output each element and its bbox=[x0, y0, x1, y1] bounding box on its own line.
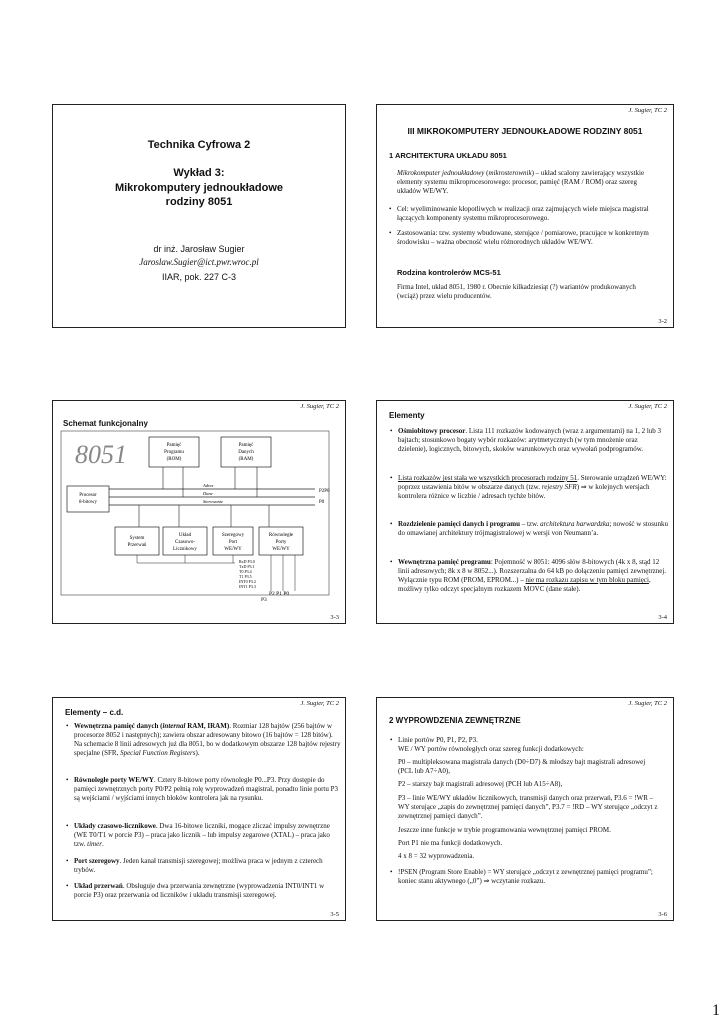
paragraph: Firma Intel, układ 8051, 1980 r. Obecnie kilkadziesiąt (?) wariantów produkowanych (wciąż) przez wielu producentów. bbox=[397, 283, 636, 300]
svg-text:INT0 P3.2: INT0 P3.2 bbox=[239, 579, 256, 584]
slide-3-4 bbox=[376, 400, 674, 624]
lecture-label: Wykład 3: bbox=[173, 167, 225, 179]
slide-header: J. Sugier, TC 2 bbox=[300, 403, 339, 410]
line-p0: P0 – multipleksowana magistrala danych (D0÷D7) & młodszy bajt magistrali adresowej (PCL lub A7÷A0), bbox=[398, 758, 646, 775]
slide-header: J. Sugier, TC 2 bbox=[628, 403, 667, 410]
svg-text:T0 P3.4: T0 P3.4 bbox=[239, 569, 252, 574]
svg-text:(ROM): (ROM) bbox=[166, 457, 182, 462]
svg-text:Pamięć: Pamięć bbox=[238, 443, 254, 448]
lecture-subtitle-line1: Mikrokomputery jednoukładowe bbox=[114, 182, 284, 194]
svg-text:T1 P3.5: T1 P3.5 bbox=[239, 574, 252, 579]
slide-number: 3-4 bbox=[658, 614, 667, 621]
slide-number: 3-2 bbox=[658, 318, 667, 325]
chip-label: 8051 bbox=[75, 440, 127, 469]
svg-text:Równoległe: Równoległe bbox=[268, 533, 294, 538]
svg-text:Porty: Porty bbox=[275, 540, 287, 545]
svg-text:Pamięć: Pamięć bbox=[166, 443, 182, 448]
slide-header: J. Sugier, TC 2 bbox=[300, 700, 339, 707]
slide-title: III MIKROKOMPUTERY JEDNOUKŁADOWE RODZINY 8051 bbox=[407, 126, 643, 136]
slide-number: 3-3 bbox=[330, 614, 339, 621]
bullet-harvard: • Rozdzielenie pamięci danych i programu – tzw. architektura harwardzka; nowość w stosunku do omawianej architektury trójmagistralowej w wersji von Neumann’a. bbox=[389, 520, 668, 538]
bullet-psen: • !PSEN (Program Store Enable) = WY sterujące „odczyt z zewnętrznej pamięci programu”; koniec stanu aktywnego („0”) ⇒ wczytanie rozkazu. bbox=[389, 868, 668, 886]
line-p1: Port P1 nie ma funkcji dodatkowych. bbox=[398, 839, 503, 847]
lecture-subtitle-line2: rodziny 8051 bbox=[165, 196, 233, 208]
bullet-processor: • Ośmiobitowy procesor. Lista 111 rozkazów kodowanych (wraz z argumentami) na 1, 2 lub 3 bajtach; stosunkowo bogaty wybór rozkazów: arytmetycznych (w tym mnożenie oraz dzielenie), logicznych, bitowych, skoków warunkowych oraz wywołań podprogramów. bbox=[389, 427, 668, 454]
svg-text:Sterowanie: Sterowanie bbox=[203, 499, 224, 504]
course-title: Technika Cyfrowa 2 bbox=[147, 139, 251, 151]
slide-header: J. Sugier, TC 2 bbox=[628, 700, 667, 707]
intro-paragraph: Mikrokomputer jednoukładowy (mikrosterownik) – układ scalony zawierający wszystkie elementy systemu mikroprocesorowego: procesor, pamięć (RAM / ROM) oraz szereg układów WE/WY. bbox=[397, 169, 645, 195]
line-p2: P2 – starszy bajt magistrali adresowej (PCH lub A15÷A8), bbox=[398, 780, 563, 788]
svg-text:Procesor: Procesor bbox=[79, 493, 97, 498]
bullet-applications: • Zastosowania: tzw. systemy wbudowane, sterujące / pomiarowe, pracujące w konkretnym środowisku – ważna obecność wielu różnorodnych układów WE/WY. bbox=[388, 229, 664, 247]
svg-text:8-bitowy: 8-bitowy bbox=[78, 500, 98, 505]
section-heading: 1 ARCHITEKTURA UKŁADU 8051 bbox=[389, 151, 507, 160]
line-p3: P3 – linie WE/WY układów licznikowych, transmisji danych oraz przerwań, P3.6 = !WR – WY sterujące „zapis do zewnętrznej pamięci danych”, P3.7 = !RD – WY sterujące „odczyt z zewnętrznej pamięci danych”. bbox=[398, 794, 658, 820]
slide-title: Elementy bbox=[389, 411, 425, 420]
svg-text:Port: Port bbox=[228, 540, 238, 545]
bullet-timers: • Układy czasowo-licznikowe. Dwa 16-bitowe liczniki, mogące zliczać impulsy zewnętrzne (WE T0/T1 w porcie P3) – praca jako licznik – lub impulsy zegarowe (XTAL) – praca jako tzw. timer. bbox=[65, 822, 342, 849]
svg-text:Adres: Adres bbox=[203, 483, 214, 488]
slide-title: Schemat funkcjonalny bbox=[63, 419, 148, 428]
page-number: 1 bbox=[712, 1002, 720, 1019]
slide-number: 3-6 bbox=[658, 911, 667, 918]
svg-text:INT1 P3.3: INT1 P3.3 bbox=[239, 584, 256, 589]
svg-text:RxD P3.0: RxD P3.0 bbox=[239, 559, 255, 564]
slide-number: 3-5 bbox=[330, 911, 339, 918]
subheading: Rodzina kontrolerów MCS-51 bbox=[397, 268, 501, 277]
svg-text:Szeregowy: Szeregowy bbox=[221, 533, 245, 538]
slide-3-2 bbox=[376, 104, 674, 328]
bullet-parallel-ports: • Równoległe porty WE/WY. Cztery 8-bitowe porty równoległe P0...P3. Przy dostępie do pamięci zewnętrznych porty P0/P2 pełnią rolę wyprowadzeń magistral, ponadto linie portu P3 są wejściami / wyjściami innych bloków kontrolera jak na rysunku. bbox=[65, 776, 342, 803]
svg-text:P0: P0 bbox=[319, 500, 325, 505]
author-email: Jaroslaw.Sugier@ict.pwr.wroc.pl bbox=[139, 257, 259, 267]
section-heading: 2 WYPROWDZENIA ZEWNĘTRZNE bbox=[389, 716, 521, 725]
svg-text:WE/WY: WE/WY bbox=[224, 547, 242, 552]
slide-title: Elementy – c.d. bbox=[65, 708, 124, 717]
svg-text:Układ: Układ bbox=[178, 533, 192, 538]
svg-text:P2P0: P2P0 bbox=[319, 489, 330, 494]
svg-text:Czasowo-: Czasowo- bbox=[175, 540, 195, 545]
functional-diagram bbox=[53, 423, 347, 623]
svg-text:TxD P3.1: TxD P3.1 bbox=[239, 564, 255, 569]
interrupt-system-block bbox=[115, 527, 159, 555]
slide-title bbox=[52, 104, 346, 328]
processor-block bbox=[67, 486, 109, 512]
svg-text:System: System bbox=[129, 536, 145, 541]
bullet-interrupts: • Układ przerwań. Obsługuje dwa przerwania zewnętrzne (wyprowadzenia INT0/INT1 w porcie P3) oraz przerwania od liczników i układu transmisji szeregowej. bbox=[65, 882, 342, 900]
line-pin-count: 4 x 8 = 32 wyprowadzenia. bbox=[398, 852, 475, 860]
bullet-port-lines: • Linie portów P0, P1, P2, P3. WE / WY portów równoległych oraz szereg funkcji dodatkowych: bbox=[389, 736, 668, 754]
bullet-program-memory: • Wewnętrzna pamięć programu: Pojemność w 8051: 4096 słów 8-bitowych (4k x 8, stąd 12 linii adresowych; 8k x 8 w 8052...). Rozszerzalna do 64 kB po dołączeniu pamięci zewnętrznej. Wyłącznie typu ROM (PROM, EPROM...) – nie ma rozkazu zapisu w tym bloku pamięci, możliwy tylko odczyt specjalnym rozkazem MOVC (dane stałe). bbox=[389, 558, 668, 594]
svg-text:(RAM): (RAM) bbox=[238, 457, 254, 462]
svg-text:P3: P3 bbox=[261, 597, 267, 603]
bullet-instruction-set: • Lista rozkazów jest stała we wszystkich procesorach rodziny 51. Sterowanie urządzeń WE/WY: poprzez ustawienia bitów w obszarze danych (tzw. rejestry SFR) ⇒ w kolejnych wersjach kontrolera różnice w liczbie / adresach tychże bitów. bbox=[389, 474, 668, 501]
svg-text:Licznikowy: Licznikowy bbox=[173, 547, 197, 552]
svg-text:WE/WY: WE/WY bbox=[272, 547, 290, 552]
svg-text:Dane: Dane bbox=[203, 491, 213, 496]
slide-header: J. Sugier, TC 2 bbox=[628, 107, 667, 114]
slide-3-6 bbox=[376, 697, 674, 921]
slide-3-5 bbox=[52, 697, 346, 921]
svg-text:Przerwań: Przerwań bbox=[127, 543, 147, 548]
author: dr inż. Jarosław Sugier bbox=[153, 244, 245, 254]
bullet-internal-ram: • Wewnętrzna pamięć danych (internal RAM, IRAM). Rozmiar 128 bajtów (256 bajtów w procesorze 8052 i następnych); zawiera obszar adresowany bitowo (16 bajtów = 128 bitów). Na schemacie 8 linii adresowych już dla 8051, bo w dodatkowym obszarze 128 bajtów rejestry specjalne (SFR, Special Function Registers). bbox=[65, 722, 342, 758]
bullet-goal: • Cel: wyeliminowanie kłopotliwych w realizacji oraz zajmujących wiele miejsca magistral łączących komponenty systemu mikroprocesorowego. bbox=[388, 205, 664, 223]
room: IIAR, pok. 227 C-3 bbox=[161, 272, 237, 282]
bullet-serial-port: • Port szeregowy. Jeden kanał transmisji szeregowej; możliwa praca w jednym z czterech trybów. bbox=[65, 857, 342, 875]
slide-3-3 bbox=[52, 400, 346, 624]
line-prom: Jeszcze inne funkcje w trybie programowania wewnętrznej pamięci PROM. bbox=[398, 826, 611, 834]
svg-text:Programu: Programu bbox=[164, 450, 184, 455]
svg-text:Danych: Danych bbox=[238, 450, 254, 455]
svg-text:P2 P1 P0: P2 P1 P0 bbox=[269, 591, 290, 597]
